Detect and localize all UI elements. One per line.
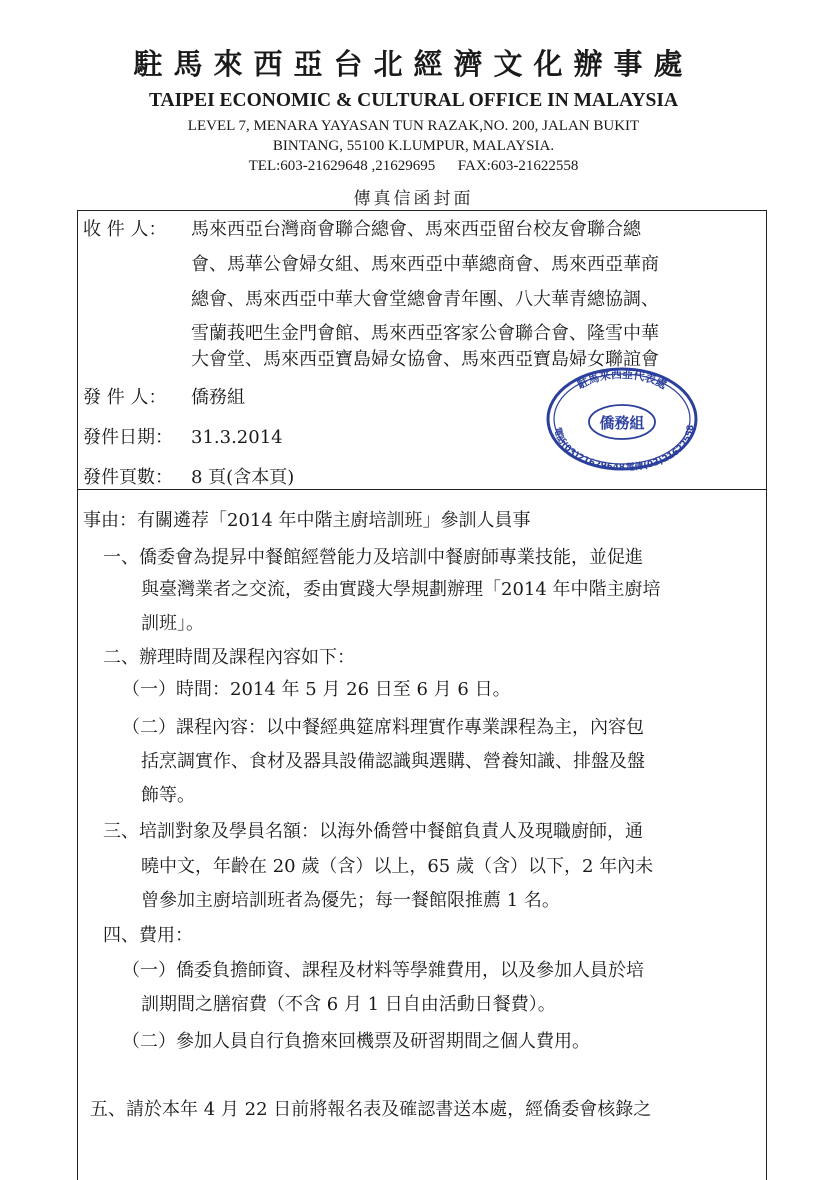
body-item-2-heading: 二、辦理時間及課程內容如下： <box>103 647 355 668</box>
body-item-4-1-line-2: 訓期間之膳宿費（不含 6 月 1 日自由活動日餐費）。 <box>141 994 556 1015</box>
send-date-label: 發件日期： <box>83 427 173 448</box>
body-item-1-line-1: 一、僑委會為提昇中餐館經營能力及培訓中餐廚師專業技能，並促進 <box>103 547 643 568</box>
stamp-center-text: 僑務組 <box>599 414 645 432</box>
recipient-line: 雪蘭莪吧生金門會館、馬來西亞客家公會聯合會、隆雪中華 <box>191 323 659 344</box>
fax-cover-title: 傳真信函封面 <box>353 189 474 209</box>
office-seal-stamp <box>545 366 699 472</box>
page-count-value: 8 頁(含本頁) <box>191 467 295 488</box>
page-count-label: 發件頁數： <box>83 467 173 488</box>
body-item-2-2-line-1: （二）課程內容：以中餐經典筵席料理實作專業課程為主，內容包 <box>122 717 644 738</box>
stamp-fax-text: 電傳(03)21622558 <box>625 424 697 472</box>
body-item-3-line-3: 曾參加主廚培訓班者為優先；每一餐館限推薦 1 名。 <box>141 890 560 911</box>
recipient-label: 收 件 人： <box>83 219 167 240</box>
body-item-4-heading: 四、費用： <box>103 925 193 946</box>
recipient-line: 總會、馬來西亞中華大會堂總會青年團、八大華青總協調、 <box>191 289 659 310</box>
body-item-4-1-line-1: （一）僑委負擔師資、課程及材料等學雜費用，以及參加人員於培 <box>122 960 644 981</box>
stamp-outer-text: 駐馬來西亞代表處 <box>575 367 669 392</box>
office-chinese-name: 駐馬來西亞台北經濟文化辦事處 <box>133 47 694 81</box>
body-item-4-2: （二）參加人員自行負擔來回機票及研習期間之個人費用。 <box>122 1031 590 1052</box>
body-item-2-2-line-2: 括烹調實作、食材及器具設備認識與選購、營養知識、排盤及盤 <box>141 751 645 772</box>
body-item-1-line-2: 與臺灣業者之交流，委由實踐大學規劃辦理「2014 年中階主廚培 <box>141 579 661 600</box>
sender-label: 發 件 人： <box>83 387 167 408</box>
body-item-2-2-line-3: 飾等。 <box>141 785 195 806</box>
recipient-line: 馬來西亞台灣商會聯合總會、馬來西亞留台校友會聯合總 <box>191 219 641 240</box>
sender-value: 僑務組 <box>191 387 245 408</box>
recipient-line: 會、馬華公會婦女組、馬來西亞中華總商會、馬來西亞華商 <box>191 254 659 275</box>
subject-line: 事由：有關遴荐「2014 年中階主廚培訓班」參訓人員事 <box>83 510 531 531</box>
recipient-line: 大會堂、馬來西亞寶島婦女協會、馬來西亞寶島婦女聯誼會 <box>191 349 659 370</box>
body-item-3-line-2: 曉中文，年齡在 20 歲（含）以上，65 歲（含）以下，2 年內未 <box>141 856 654 877</box>
body-item-2-1: （一）時間：2014 年 5 月 26 日至 6 月 6 日。 <box>122 679 511 700</box>
body-item-1-line-3: 訓班」。 <box>141 613 204 634</box>
office-english-name: TAIPEI ECONOMIC & CULTURAL OFFICE IN MALAYSIA <box>148 90 679 111</box>
address-line-2: BINTANG, 55100 K.LUMPUR, MALAYSIA. <box>272 138 555 154</box>
send-date-value: 31.3.2014 <box>191 427 283 448</box>
svg-text:駐馬來西亞代表處 <box>574 367 669 392</box>
stamp-tel-text: 電話(03)21629648 <box>551 426 626 472</box>
body-item-5-line-1: 五、請於本年 4 月 22 日前將報名表及確認書送本處，經僑委會核錄之 <box>90 1099 652 1120</box>
body-item-3-line-1: 三、培訓對象及學員名額：以海外僑營中餐館負責人及現職廚師，通 <box>103 821 643 842</box>
contact-line: TEL:603-21629648 ,21629695 FAX:603-21622558 <box>248 158 579 174</box>
address-line-1: LEVEL 7, MENARA YAYASAN TUN RAZAK,NO. 200, JALAN BUKIT <box>187 118 640 134</box>
